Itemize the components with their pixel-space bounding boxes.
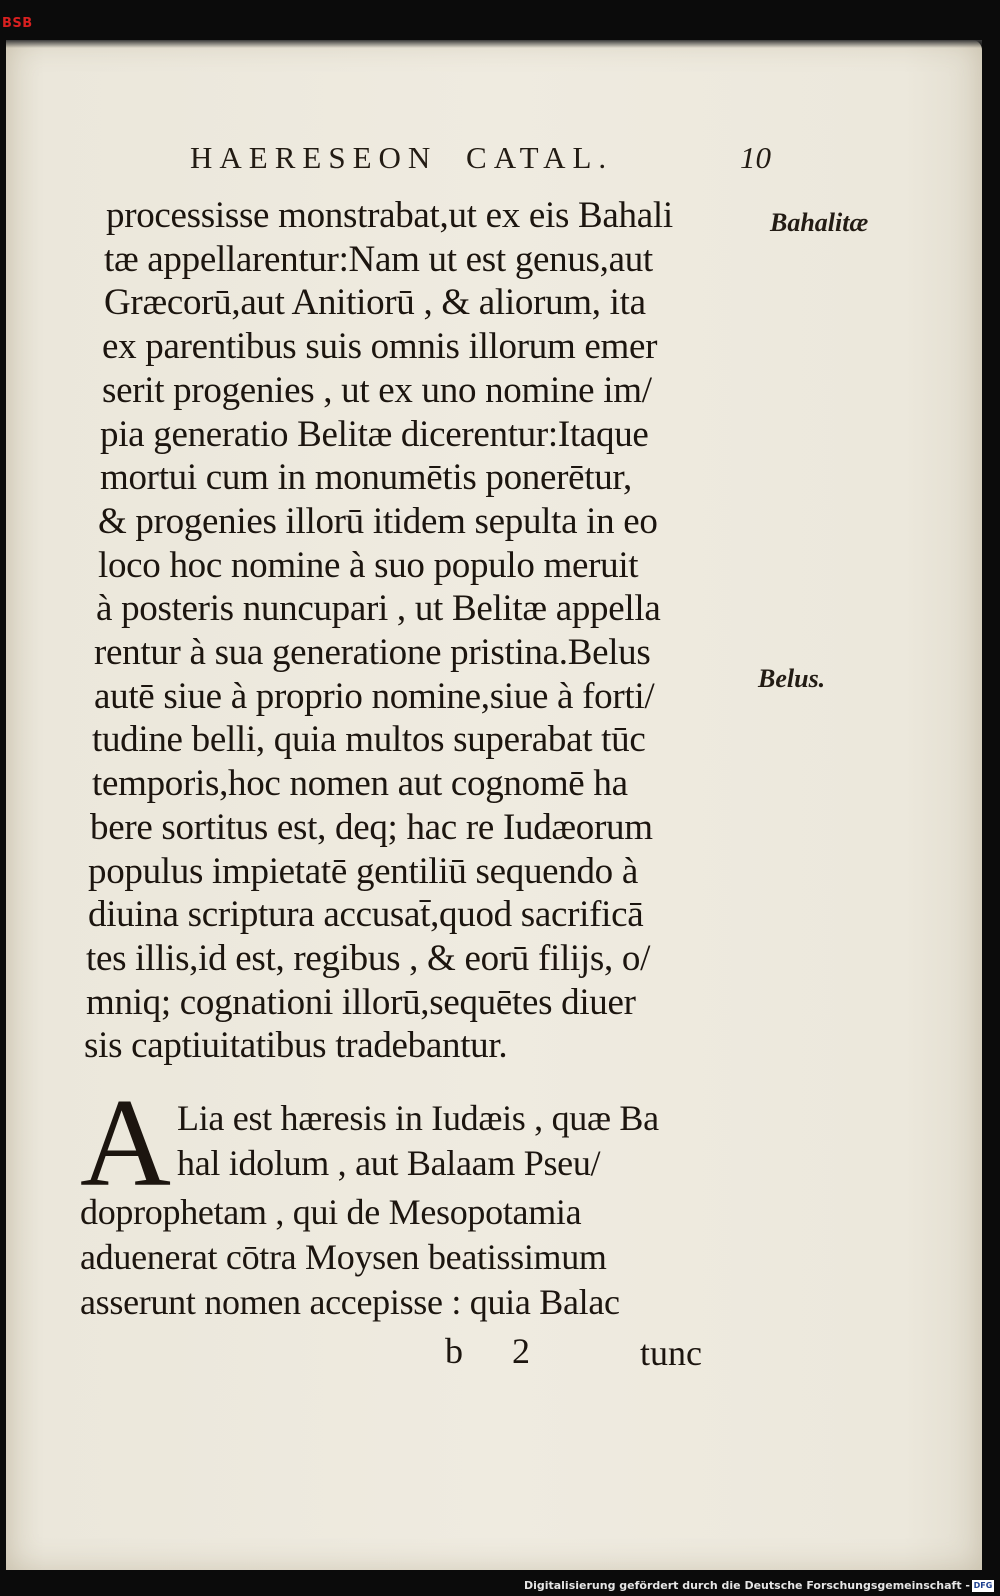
funding-credit: Digitalisierung gefördert durch die Deutsche Forschungsgemeinschaft - [523, 1579, 970, 1592]
text-line: Lia est hæresis in Iudæis , quæ Ba [177, 1098, 659, 1138]
text-line: mniq; cognationi illorū,sequētes diuer [86, 981, 636, 1023]
text-line: aduenerat cōtra Moysen beatissimum [80, 1237, 607, 1277]
text-line: populus impietatē gentiliū sequendo à [88, 850, 638, 892]
text-line: doprophetam , qui de Mesopotamia [80, 1192, 582, 1232]
text-line: rentur à sua generatione pristina.Belus [94, 632, 651, 674]
drop-capital: A [80, 1074, 171, 1213]
text-line: loco hoc nomine à suo populo meruit [98, 544, 639, 586]
text-line: temporis,hoc nomen aut cognomē ha [92, 763, 628, 805]
text-line: sis captiuitatibus tradebantur. [84, 1025, 508, 1067]
text-line: & progenies illorū itidem sepulta in eo [98, 500, 658, 542]
margin-note-belus: Belus. [758, 664, 826, 693]
text-line: asserunt nomen accepisse : quia Balac [80, 1282, 620, 1322]
text-line: tæ appellarentur:Nam ut est genus,aut [104, 238, 653, 280]
text-line: autē siue à proprio nomine,siue à forti/ [94, 675, 655, 717]
text-line: mortui cum in monumētis ponerētur, [100, 457, 632, 499]
text-line: serit progenies , ut ex uno nomine im/ [102, 369, 652, 411]
text-line: Græcorū,aut Anitiorū , & aliorum, ita [104, 282, 646, 324]
text-line: diuina scriptura accusat̄,quod sacrificā [88, 894, 644, 936]
text-line: tes illis,id est, regibus , & eorū filijs, o/ [86, 937, 651, 979]
text-line: tudine belli, quia multos superabat tūc [92, 719, 646, 761]
running-head: HAERESEON CATAL. [190, 140, 614, 175]
paragraph-1 [80, 194, 770, 1068]
text-line: pia generatio Belitæ dicerentur:Itaque [100, 413, 649, 455]
text-line: ex parentibus suis omnis illorum emer [102, 326, 658, 368]
text-line: processisse monstrabat,ut ex eis Bahali [106, 195, 673, 236]
text-line: à posteris nuncupari , ut Belitæ appella [96, 588, 661, 630]
folio-number: 10 [740, 140, 771, 175]
signature-mark: b 2 [445, 1331, 530, 1371]
paragraph-2 [80, 1074, 770, 1325]
library-logo: BSB [2, 16, 33, 31]
dfg-logo: DFG [973, 1581, 993, 1590]
margin-note-bahalitae: Bahalitæ [770, 208, 869, 237]
text-line: bere sortitus est, deq; hac re Iudæorum [90, 806, 653, 848]
text-line: hal idolum , aut Balaam Pseu/ [177, 1143, 601, 1183]
catchword: tunc [640, 1333, 702, 1373]
page-top-edge [6, 40, 982, 48]
